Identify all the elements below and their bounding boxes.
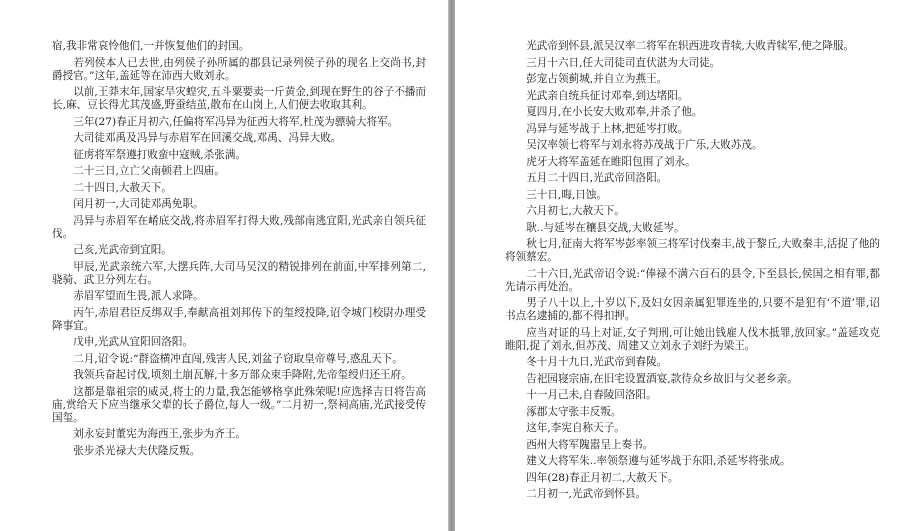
paragraph: 秋七月,征南大将军岑彭率领三将军讨伐秦丰,战于黎丘,大败秦丰,活捉了他的将领蔡宏。	[505, 238, 880, 263]
paragraph: 刘永妄封董宪为海西王,张步为齐王。	[73, 428, 247, 440]
paragraph: 冯异与赤眉军在崤底交战,将赤眉军打得大败,残部南逃宜阳,光武亲自领兵征伐。	[52, 214, 426, 240]
paragraph: 戊申,光武从宜阳回洛阳。	[73, 336, 194, 348]
paragraph: 十一月己未,自舂陵回洛阳。	[526, 389, 657, 401]
paragraph: 三十日,晦,日蚀。	[526, 188, 608, 201]
paragraph: 三月十六日,任大司徒司直伏湛为大司徒。	[526, 56, 721, 69]
paragraph: 虎牙大将军盖延在睢阳包围了刘永。	[526, 155, 696, 168]
paragraph: 二十四日,大赦天下。	[73, 181, 172, 194]
paragraph: 二月,诏令说:“群盗横冲直闯,残害人民,刘盆子窃取皇帝尊号,惑乱天下。	[73, 352, 403, 365]
right-text-column	[505, 40, 880, 501]
paragraph: 涿郡太守张丰反叛。	[526, 405, 622, 418]
right-page	[455, 0, 900, 531]
paragraph: 甲辰,光武亲统六军,大摆兵阵,大司马吴汉的精锐排列在前面,中军排列第二,骁骑、武卫分列左右。	[52, 260, 426, 286]
paragraph: 冬十月十九日,光武帝到舂陵。	[526, 356, 668, 368]
paragraph: 二十六日,光武帝诏令说:“俸禄不满六百石的县令,下至县长,侯国之相有罪,都先请示再处治。	[505, 267, 880, 293]
paragraph: 西州大将军隗嚣呈上奏书。	[526, 438, 654, 451]
paragraph: 耿..与延岑在穰县交战,大败延岑。	[526, 221, 685, 234]
paragraph: 男子八十以上,十岁以下,及妇女因亲属犯罪连坐的,只要不是犯有‘不道’罪,诏书点名逮捕的,都不得扣押。	[505, 297, 880, 322]
paragraph: 五月二十四日,光武帝回洛阳。	[526, 172, 668, 184]
paragraph: 冯异与延岑战于上林,把延岑打败。	[526, 122, 689, 135]
paragraph: 赤眉军望而生畏,派人求降。	[73, 290, 204, 302]
paragraph: 闰月初一,大司徒邓禹免职。	[73, 198, 204, 210]
paragraph: 以前,王莽末年,国家旱灾蝗灾,五斗粟要卖一斤黄金,到现在野生的谷子不播而长,麻、豆长得尤其茂盛,野蚕结茧,散布在山岗上,人们便去收取其利。	[52, 86, 426, 111]
left-text-column	[52, 40, 426, 458]
paragraph: 应当对证的马上对证,女子判刑,可让她出钱雇人伐木抵罪,放回家。”盖延攻克睢阳,捉了刘永,但苏茂、周建又立刘永子刘纡为梁王。	[505, 326, 880, 352]
paragraph: 这都是靠祖宗的威灵,将士的力量,我怎能够格享此殊荣呢!应选择吉日将告高庙,赏给天下应当继承父辈的长子爵位,每人一级。”二月初一,祭祠高庙,光武接受传国玺。	[52, 385, 426, 424]
paragraph: 三年(27)春正月初六,任偏将军冯异为征西大将军,杜茂为骠骑大将军。	[73, 115, 399, 128]
paragraph: 二十三日,立亡父南顿君上四庙。	[73, 165, 225, 177]
left-page	[0, 0, 448, 531]
paragraph: 建义大将军朱..率领祭遵与延岑战于东阳,杀延岑将张成。	[526, 455, 791, 467]
paragraph: 夏四月,在小长安大败邓奉,并杀了他。	[526, 106, 703, 118]
paragraph: 四年(28)春正月初二,大赦天下。	[526, 471, 679, 484]
paragraph: 我领兵奋起讨伐,顷刻土崩瓦解,十多万部众束手降附,先帝玺绶归还王府。	[73, 369, 412, 381]
book-spine-divider	[448, 0, 455, 531]
paragraph: 征虏将军祭遵打败蛮中寇贼,杀张满。	[73, 148, 247, 161]
paragraph: 己亥,光武帝到宜阳。	[73, 244, 172, 256]
paragraph: 彭宠占领蓟城,并自立为燕王。	[526, 73, 668, 85]
paragraph: 宿,我非常哀怜他们,一并恢复他们的封国。	[52, 40, 250, 52]
paragraph: 六月初七,大赦天下。	[526, 205, 625, 217]
paragraph: 若列侯本人已去世,由列侯子孙所属的郡县记录列侯子孙的现名上交尚书,封爵授官。”这年,盖延等在沛西大败刘永。	[52, 56, 426, 82]
paragraph: 大司徒邓禹及冯异与赤眉军在回溪交战,邓禹、冯异大败。	[73, 132, 342, 144]
paragraph: 丙午,赤眉君臣反绑双手,奉献高祖刘邦传下的玺绶投降,诏令城门校尉办理受降事宜。	[52, 306, 426, 332]
paragraph: 告祀园寝宗庙,在旧宅设置酒宴,款待众乡故旧与父老乡亲。	[526, 372, 798, 385]
paragraph: 吴汉率领七将军与刘永将苏茂战于广乐,大败苏茂。	[526, 139, 763, 151]
paragraph: 这年,李宪自称天子。	[526, 422, 625, 434]
paragraph: 光武帝到怀县,派吴汉率二将军在轵西进攻青犊,大败青犊军,使之降服。	[526, 40, 855, 52]
paragraph: 张步杀光禄大夫伏隆反叛。	[73, 444, 201, 457]
paragraph: 光武亲自统兵征讨邓奉,到达堵阳。	[526, 89, 689, 102]
paragraph: 二月初一,光武帝到怀县。	[526, 488, 647, 500]
